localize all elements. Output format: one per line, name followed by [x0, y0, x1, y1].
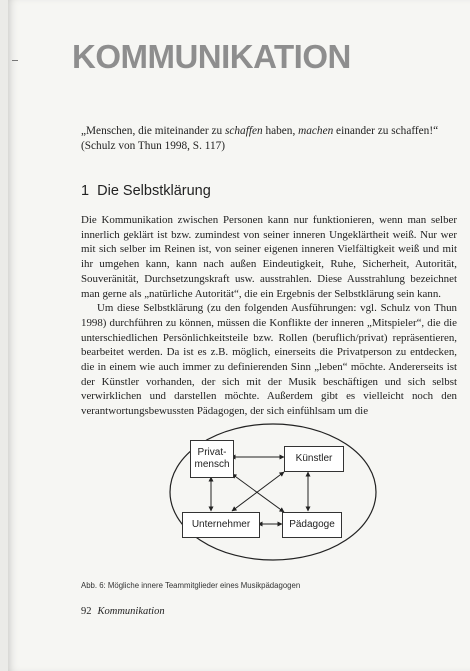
epigraph-emphasis-1: schaffen — [224, 125, 263, 137]
figure-caption: Abb. 6: Mögliche innere Teammitglieder eines Musikpädagogen — [81, 581, 301, 590]
epigraph-text-start: „Menschen, die miteinander zu — [81, 125, 225, 137]
running-title: Kommunikation — [97, 606, 165, 617]
team-diagram — [168, 422, 378, 562]
epigraph-text-mid: haben, — [262, 125, 299, 137]
paragraph-2: Um diese Selbstklärung (zu den folgenden Ausführungen: vgl. Schulz von Thun 1998) durchführen zu können, müssen die Konflikte der inneren „Mitspieler“, die die unterschiedlichen Persönlichkeitsteile bzw. Rollen (beruflich/privat) repräsentieren, bearbeitet werden. Da ist es z.B. möglich, einerseits die Privatperson zu entdecken, die in einem wie auch immer zu definierenden Sinn „leben“ möchte. Andererseits ist der Künstler vorhanden, der sich mit der Musik beschäftigen und sich selbst verwirklichen und darstellen möchte. Außerdem gibt es vielleicht noch den verantwortungsbewussten Pädagogen, der sich einfühlsam um die — [81, 302, 457, 418]
body-text — [81, 213, 457, 419]
node-paedagoge — [282, 512, 342, 538]
node-label-unternehmer: Unternehmer — [191, 519, 251, 530]
node-label-paedagoge: Pädagoge — [289, 519, 335, 530]
epigraph-emphasis-2: machen — [298, 125, 334, 137]
node-label-privatmensch: Privat- mensch — [194, 447, 230, 470]
arrow-kuenstler-unternehmer — [232, 472, 284, 511]
section-heading — [81, 183, 211, 199]
node-kuenstler — [284, 446, 344, 472]
paragraph-1: Die Kommunikation zwischen Personen kann nur funktionieren, wenn man selber innerlich geklärt ist bzw. zumindest von seiner inneren Ungeklärtheit weiß. Nur wer mit sich selber im Reinen ist, von seiner eigenen inneren Vielfältigkeit weiß und mit ihr umgehen kann, kann nach außen Eindeutigkeit, Ruhe, Sicherheit, Autorität, Souveränität, Durchsetzungskraft usw. ausstrahlen. Diese Ausstrahlung bezeichnet man gerne als „natürliche Autorität“, die ein Ergebnis der Selbstklärung sein kann. — [81, 214, 457, 300]
arrow-privat-paedagoge — [232, 474, 284, 512]
section-title: Die Selbstklärung — [97, 183, 211, 199]
page-number: 92 — [81, 606, 92, 617]
node-unternehmer — [182, 512, 260, 538]
book-page — [8, 0, 470, 671]
page-edge-mark — [12, 60, 18, 61]
page-footer — [81, 606, 165, 617]
node-label-kuenstler: Künstler — [295, 453, 333, 464]
epigraph-text-end: einander zu schaffen!“ — [333, 125, 439, 137]
epigraph — [81, 124, 461, 154]
section-number: 1 — [81, 183, 90, 199]
chapter-title: KOMMUNIKATION — [72, 38, 351, 75]
node-privatmensch — [190, 440, 234, 478]
epigraph-source: (Schulz von Thun 1998, S. 117) — [81, 140, 226, 152]
